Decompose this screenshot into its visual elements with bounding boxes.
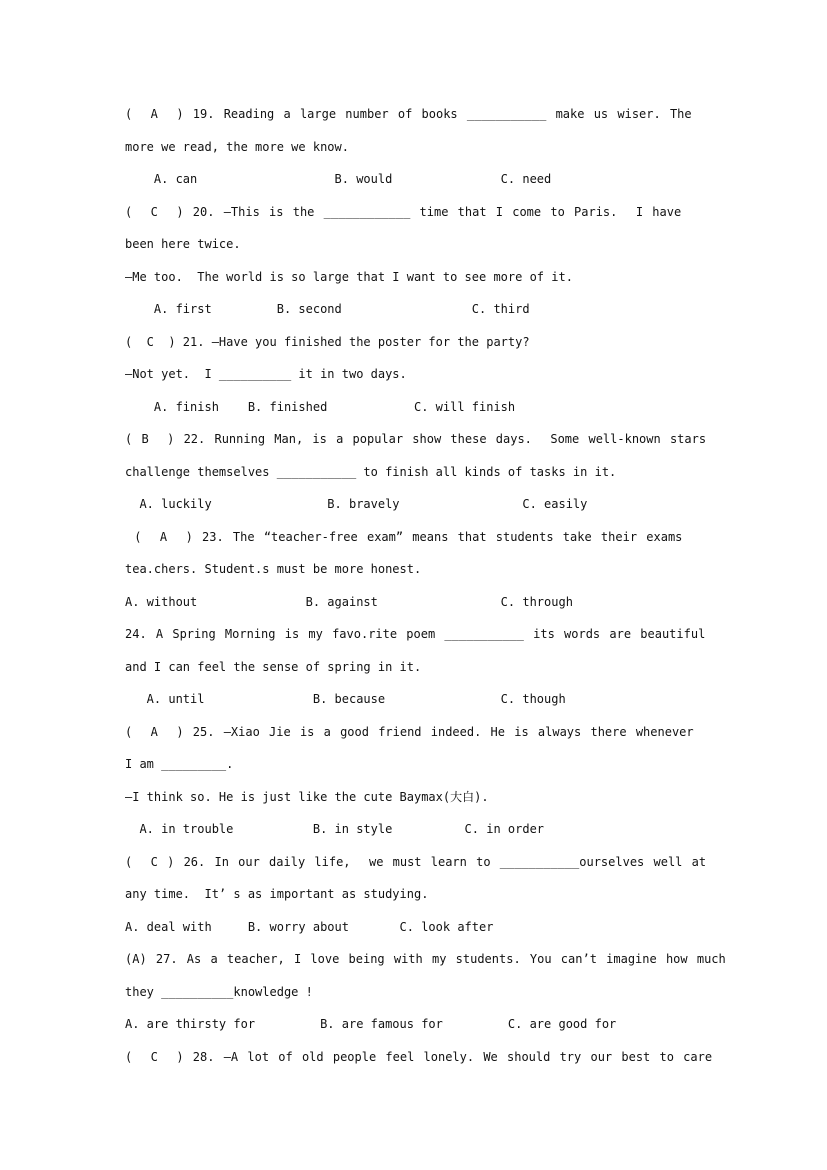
text-line: ( A ) 19. Reading a large number of books ___________ make us wiser. The: [125, 107, 692, 121]
text-line: A. are thirsty for B. are famous for C. are good for: [125, 1017, 617, 1031]
text-line: (A) 27. As a teacher, I love being with my students. You can’t imagine how much: [125, 952, 726, 966]
text-line: been here twice.: [125, 237, 241, 251]
text-line: challenge themselves ___________ to finish all kinds of tasks in it.: [125, 464, 617, 479]
text-line: I am _________.: [125, 757, 234, 771]
text-line: —Not yet. I __________ it in two days.: [125, 367, 407, 381]
text-line: A. deal with B. worry about C. look after: [125, 919, 494, 934]
text-line: A. luckily B. bravely C. easily: [125, 497, 588, 511]
text-line: —Me too. The world is so large that I want to see more of it.: [125, 269, 573, 284]
text-line: any time. It’ s as important as studying.: [125, 887, 429, 901]
text-line: ( C ) 20. —This is the ____________ time that I come to Paris. I have: [125, 204, 682, 219]
text-line: 24. A Spring Morning is my favo.rite poem ___________ its words are beautiful: [125, 627, 706, 641]
text-line: ( B ) 22. Running Man, is a popular show these days. Some well-known stars: [125, 432, 707, 446]
exam-document-page: [125, 98, 765, 1073]
text-line: A. finish B. finished C. will finish: [125, 399, 516, 414]
text-line: A. first B. second C. third: [125, 302, 530, 316]
text-line: tea.chers. Student.s must be more honest.: [125, 562, 422, 576]
text-line: ( A ) 25. —Xiao Jie is a good friend indeed. He is always there whenever: [125, 724, 694, 739]
text-line: ( C ) 21. —Have you finished the poster for the party?: [125, 334, 530, 349]
text-line: —I think so. He is just like the cute Baymax(大白).: [125, 789, 489, 804]
text-line: A. in trouble B. in style C. in order: [125, 822, 545, 836]
text-line: ( C ) 26. In our daily life, we must learn to ___________ourselves well at: [125, 854, 707, 869]
text-line: A. without B. against C. through: [125, 594, 573, 609]
text-line: ( C ) 28. —A lot of old people feel lonely. We should try our best to care: [125, 1049, 713, 1064]
text-line: more we read, the more we know.: [125, 139, 349, 154]
text-line: and I can feel the sense of spring in it.: [125, 659, 422, 674]
text-line: A. until B. because C. though: [125, 692, 566, 706]
text-line: A. can B. would C. need: [125, 172, 552, 186]
text-line: they __________knowledge !: [125, 984, 313, 999]
text-line: ( A ) 23. The “teacher-free exam” means that students take their exams: [125, 529, 683, 544]
